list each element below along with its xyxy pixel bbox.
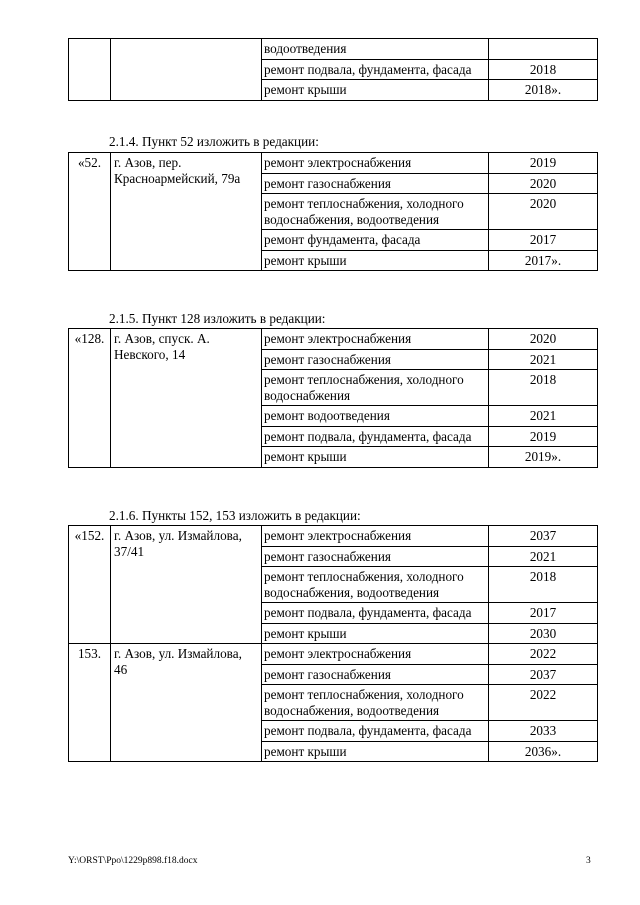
year-cell: 2020 xyxy=(489,194,598,230)
work-cell: ремонт крыши xyxy=(262,623,489,644)
section-heading: 2.1.5. Пункт 128 изложить в редакции: xyxy=(109,311,326,326)
work-cell: ремонт теплоснабжения, холодного водоснабжения xyxy=(262,370,489,406)
work-cell: ремонт крыши xyxy=(262,250,489,271)
work-cell: ремонт газоснабжения xyxy=(262,546,489,567)
amendment-table xyxy=(68,328,598,468)
work-cell: ремонт теплоснабжения, холодного водоснабжения, водоотведения xyxy=(262,685,489,721)
year-cell: 2021 xyxy=(489,349,598,370)
year-cell: 2022 xyxy=(489,644,598,665)
year-cell: 2030 xyxy=(489,623,598,644)
year-cell: 2020 xyxy=(489,329,598,350)
year-cell: 2017 xyxy=(489,603,598,624)
item-number-cell: «152. xyxy=(69,526,111,644)
year-cell: 2018 xyxy=(489,567,598,603)
table-row xyxy=(69,329,598,350)
year-cell: 2017 xyxy=(489,230,598,251)
work-cell: ремонт подвала, фундамента, фасада xyxy=(262,426,489,447)
year-cell: 2019». xyxy=(489,447,598,468)
year-cell: 2021 xyxy=(489,546,598,567)
year-cell: 2019 xyxy=(489,426,598,447)
year-cell: 2018 xyxy=(489,59,598,80)
work-cell: водоотведения xyxy=(262,39,489,60)
item-number-cell: 153. xyxy=(69,644,111,762)
item-number-cell: «52. xyxy=(69,153,111,271)
table-row xyxy=(69,644,598,665)
work-cell: ремонт газоснабжения xyxy=(262,173,489,194)
year-cell: 2037 xyxy=(489,526,598,547)
section-heading: 2.1.6. Пункты 152, 153 изложить в редакции: xyxy=(109,508,361,523)
table-row xyxy=(69,526,598,547)
work-cell: ремонт подвала, фундамента, фасада xyxy=(262,59,489,80)
work-cell: ремонт водоотведения xyxy=(262,406,489,427)
footer-page-number: 3 xyxy=(586,856,591,866)
work-cell: ремонт крыши xyxy=(262,447,489,468)
address-cell: г. Азов, пер. Красноармейский, 79а xyxy=(111,153,262,271)
amendment-table xyxy=(68,525,598,762)
item-number-cell: «128. xyxy=(69,329,111,468)
year-cell: 2019 xyxy=(489,153,598,174)
work-cell: ремонт электроснабжения xyxy=(262,526,489,547)
table-row xyxy=(69,39,598,60)
work-cell: ремонт подвала, фундамента, фасада xyxy=(262,721,489,742)
continuation-table xyxy=(68,38,598,101)
section-heading: 2.1.4. Пункт 52 изложить в редакции: xyxy=(109,134,319,149)
year-cell: 2020 xyxy=(489,173,598,194)
year-cell xyxy=(489,39,598,60)
address-cell: г. Азов, спуск. А. Невского, 14 xyxy=(111,329,262,468)
work-cell: ремонт газоснабжения xyxy=(262,349,489,370)
year-cell: 2037 xyxy=(489,664,598,685)
work-cell: ремонт теплоснабжения, холодного водоснабжения, водоотведения xyxy=(262,567,489,603)
table-row xyxy=(69,153,598,174)
work-cell: ремонт крыши xyxy=(262,741,489,762)
year-cell: 2033 xyxy=(489,721,598,742)
work-cell: ремонт электроснабжения xyxy=(262,644,489,665)
year-cell: 2022 xyxy=(489,685,598,721)
work-cell: ремонт подвала, фундамента, фасада xyxy=(262,603,489,624)
work-cell: ремонт фундамента, фасада xyxy=(262,230,489,251)
work-cell: ремонт электроснабжения xyxy=(262,329,489,350)
work-cell: ремонт электроснабжения xyxy=(262,153,489,174)
address-cell xyxy=(111,39,262,101)
year-cell: 2021 xyxy=(489,406,598,427)
year-cell: 2017». xyxy=(489,250,598,271)
year-cell: 2018». xyxy=(489,80,598,101)
address-cell: г. Азов, ул. Измайлова, 37/41 xyxy=(111,526,262,644)
year-cell: 2036». xyxy=(489,741,598,762)
work-cell: ремонт теплоснабжения, холодного водоснабжения, водоотведения xyxy=(262,194,489,230)
address-cell: г. Азов, ул. Измайлова, 46 xyxy=(111,644,262,762)
item-number-cell xyxy=(69,39,111,101)
work-cell: ремонт крыши xyxy=(262,80,489,101)
year-cell: 2018 xyxy=(489,370,598,406)
amendment-table xyxy=(68,152,598,271)
work-cell: ремонт газоснабжения xyxy=(262,664,489,685)
footer-file-path: Y:\ORST\Ppo\1229p898.f18.docx xyxy=(68,856,198,866)
